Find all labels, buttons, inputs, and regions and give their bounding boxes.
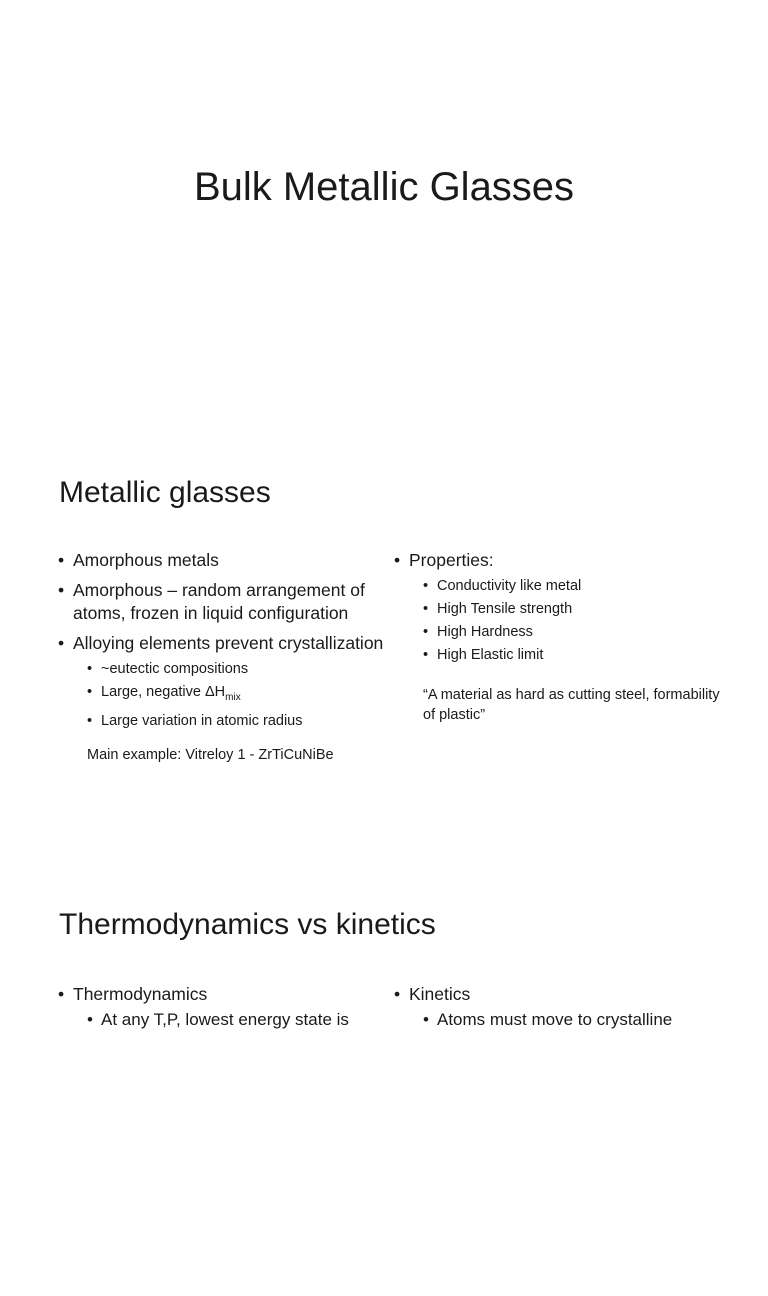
bullet-list <box>394 983 734 1030</box>
sub-bullet-text: High Hardness <box>437 624 533 640</box>
bullet-text: Alloying elements prevent crystallization <box>73 633 384 653</box>
bullet-item <box>58 983 388 1030</box>
sub-bullet-item <box>423 1010 734 1030</box>
sub-bullet-text: Conductivity like metal <box>437 578 582 594</box>
sub-bullet-list <box>409 576 734 665</box>
sub-bullet-list <box>409 1010 734 1030</box>
sub-bullet-list <box>73 659 388 731</box>
thermo-kinetics-slide <box>0 864 768 1296</box>
sub-bullet-text: ~eutectic compositions <box>101 661 249 677</box>
left-column <box>58 983 388 1037</box>
right-column <box>394 983 734 1037</box>
bullet-text: Amorphous metals <box>73 550 219 570</box>
bullet-list <box>58 983 388 1030</box>
bullet-text: Thermodynamics <box>73 984 208 1004</box>
bullet-item <box>58 549 388 572</box>
quote-note: “A material as hard as cutting steel, formability of plastic” <box>423 687 720 723</box>
sub-bullet-item <box>423 622 734 642</box>
sub-bullet-text: At any T,P, lowest energy state is <box>101 1010 349 1029</box>
sub-bullet-item <box>87 1010 388 1030</box>
sub-bullet-text: High Tensile strength <box>437 601 573 617</box>
title-slide <box>0 0 768 432</box>
bullet-list <box>58 549 388 731</box>
sub-bullet-text: High Elastic limit <box>437 647 544 663</box>
right-column <box>394 549 734 725</box>
slide-title: Bulk Metallic Glasses <box>193 165 575 209</box>
bullet-text: Properties: <box>409 550 494 570</box>
sub-bullet-list <box>73 1010 388 1030</box>
bullet-text: Amorphous – random arrangement of atoms, frozen in liquid configuration <box>73 580 365 623</box>
bullet-item <box>58 632 388 731</box>
sub-bullet-item <box>87 682 388 708</box>
bullet-list <box>394 549 734 665</box>
slide-heading: Thermodynamics vs kinetics <box>59 908 436 941</box>
sub-bullet-item <box>87 659 388 679</box>
metallic-glasses-slide <box>0 432 768 864</box>
subscript-mix: mix <box>225 691 241 703</box>
sub-bullet-item <box>87 711 388 731</box>
left-column <box>58 549 388 765</box>
bullet-item <box>394 983 734 1030</box>
slide-heading: Metallic glasses <box>59 476 271 509</box>
bullet-item <box>58 579 388 625</box>
bullet-item <box>394 549 734 665</box>
sub-bullet-text: Atoms must move to crystalline <box>437 1010 673 1029</box>
sub-bullet-text: Large, negative ΔH <box>101 684 226 700</box>
sub-bullet-item <box>423 599 734 619</box>
main-example-note: Main example: Vitreloy 1 - ZrTiCuNiBe <box>87 746 334 763</box>
sub-bullet-item <box>423 645 734 665</box>
sub-bullet-item <box>423 576 734 596</box>
sub-bullet-text: Large variation in atomic radius <box>101 712 303 729</box>
bullet-text: Kinetics <box>409 984 471 1004</box>
